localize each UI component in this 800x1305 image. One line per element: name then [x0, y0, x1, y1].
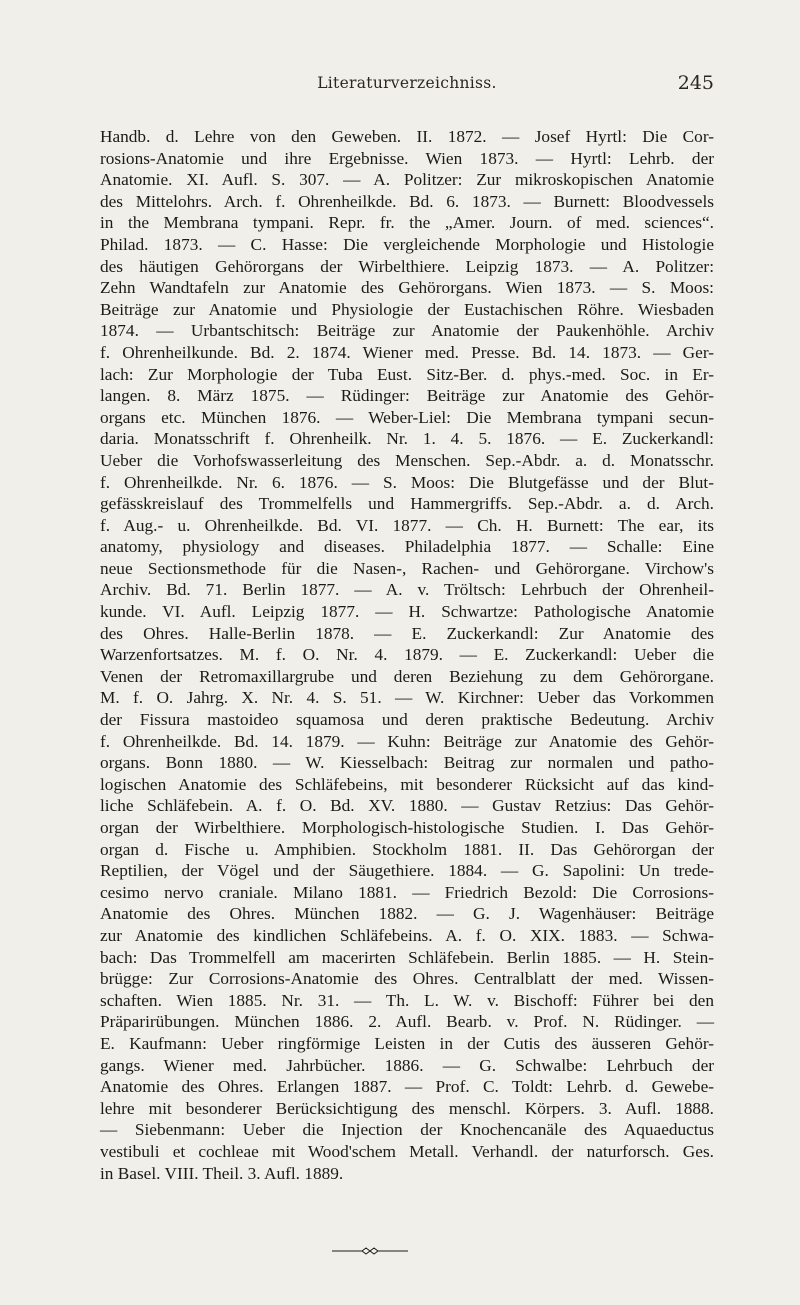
text-line: f. Ohrenheilkde. Nr. 6. 1876. — S. Moos: Die Blutgefässe und der Blut- [100, 472, 714, 492]
text-line: Warzenfortsatzes. M. f. O. Nr. 4. 1879. — E. Zuckerkandl: Ueber die [100, 645, 714, 665]
running-title: Literaturverzeichniss. [317, 74, 497, 92]
page-header [100, 74, 714, 102]
text-line: f. Ohrenheilkunde. Bd. 2. 1874. Wiener med. Presse. Bd. 14. 1873. — Ger- [100, 342, 714, 362]
text-line: zur Anatomie des kindlichen Schläfebeins. A. f. O. XIX. 1883. — Schwa- [100, 925, 714, 945]
text-line: f. Ohrenheilkde. Bd. 14. 1879. — Kuhn: Beiträge zur Anatomie des Gehör- [100, 731, 714, 751]
text-line: bach: Das Trommelfell am macerirten Schläfebein. Berlin 1885. — H. Stein- [100, 947, 714, 967]
text-line: Beiträge zur Anatomie und Physiologie der Eustachischen Röhre. Wiesbaden [100, 299, 714, 319]
bibliography-text [100, 126, 714, 1184]
text-line: organs etc. München 1876. — Weber-Liel: Die Membrana tympani secun- [100, 407, 714, 427]
text-line: Zehn Wandtafeln zur Anatomie des Gehörorgans. Wien 1873. — S. Moos: [100, 278, 714, 298]
text-line: neue Sectionsmethode für die Nasen-, Rachen- und Gehörorgane. Virchow's [100, 558, 714, 578]
text-line: — Siebenmann: Ueber die Injection der Knochencanäle des Aquaeductus [100, 1120, 714, 1140]
text-line: Venen der Retromaxillargrube und deren Beziehung zu dem Gehörorgane. [100, 666, 714, 686]
text-line: Anatomie des Ohres. München 1882. — G. J. Wagenhäuser: Beiträge [100, 904, 714, 924]
text-line: gefässkreislauf des Trommelfells und Hammergriffs. Sep.-Abdr. a. d. Arch. [100, 494, 714, 514]
text-line: schaften. Wien 1885. Nr. 31. — Th. L. W. v. Bischoff: Führer bei den [100, 990, 714, 1010]
text-line: des Ohres. Halle-Berlin 1878. — E. Zuckerkandl: Zur Anatomie des [100, 623, 714, 643]
text-line: in Basel. VIII. Theil. 3. Aufl. 1889. [100, 1163, 344, 1183]
text-line: der Fissura mastoideo squamosa und deren praktische Bedeutung. Archiv [100, 710, 714, 730]
text-line: lehre mit besonderer Berücksichtigung des menschl. Körpers. 3. Aufl. 1888. [100, 1098, 714, 1118]
text-line: daria. Monatsschrift f. Ohrenheilk. Nr. 1. 4. 5. 1876. — E. Zuckerkandl: [100, 429, 714, 449]
text-line: Reptilien, der Vögel und der Säugethiere. 1884. — G. Sapolini: Un trede- [100, 861, 714, 881]
text-line: vestibuli et cochleae mit Wood'schem Metall. Verhandl. der naturforsch. Ges. [100, 1141, 714, 1161]
text-line: Anatomie. XI. Aufl. S. 307. — A. Politzer: Zur mikroskopischen Anatomie [100, 170, 714, 190]
text-line: gangs. Wiener med. Jahrbücher. 1886. — G. Schwalbe: Lehrbuch der [100, 1055, 714, 1075]
text-line: E. Kaufmann: Ueber ringförmige Leisten in der Cutis des äusseren Gehör- [100, 1033, 714, 1053]
text-line: f. Aug.- u. Ohrenheilkde. Bd. VI. 1877. — Ch. H. Burnett: The ear, its [100, 515, 714, 535]
text-line: lach: Zur Morphologie der Tuba Eust. Sitz-Ber. d. phys.-med. Soc. in Er- [100, 364, 714, 384]
text-line: organ d. Fische u. Amphibien. Stockholm 1881. II. Das Gehörorgan der [100, 839, 714, 859]
text-line: organ der Wirbelthiere. Morphologisch-histologische Studien. I. Das Gehör- [100, 818, 714, 837]
text-line: in the Membrana tympani. Repr. fr. the „Amer. Journ. of med. sciences“. [100, 213, 714, 233]
text-line: Ueber die Vorhofswasserleitung des Menschen. Sep.-Abdr. a. d. Monatsschr. [100, 450, 714, 470]
text-line: logischen Anatomie des Schläfebeins, mit besonderer Rücksicht auf das kind- [100, 774, 714, 794]
text-line: brügge: Zur Corrosions-Anatomie des Ohres. Centralblatt der med. Wissen- [100, 969, 714, 989]
text-line: 1874. — Urbantschitsch: Beiträge zur Anatomie der Paukenhöhle. Archiv [100, 321, 714, 341]
text-line: Anatomie des Ohres. Erlangen 1887. — Prof. C. Toldt: Lehrb. d. Gewebe- [100, 1077, 714, 1097]
text-line: langen. 8. März 1875. — Rüdinger: Beiträge zur Anatomie des Gehör- [100, 386, 714, 406]
text-line: Philad. 1873. — C. Hasse: Die vergleichende Morphologie und Histologie [100, 234, 714, 254]
text-line: M. f. O. Jahrg. X. Nr. 4. S. 51. — W. Kirchner: Ueber das Vorkommen [100, 688, 714, 708]
text-line: des häutigen Gehörorgans der Wirbelthiere. Leipzig 1873. — A. Politzer: [100, 256, 714, 276]
text-line: Handb. d. Lehre von den Geweben. II. 1872. — Josef Hyrtl: Die Cor- [100, 127, 714, 146]
text-line: anatomy, physiology and diseases. Philadelphia 1877. — Schalle: Eine [100, 537, 714, 557]
text-line: des Mittelohrs. Arch. f. Ohrenheilkde. Bd. 6. 1873. — Burnett: Bloodvessels [100, 191, 714, 211]
page-number: 245 [677, 72, 714, 94]
text-line: organs. Bonn 1880. — W. Kiesselbach: Beitrag zur normalen und patho- [100, 753, 714, 773]
text-line: liche Schläfebein. A. f. O. Bd. XV. 1880. — Gustav Retzius: Das Gehör- [100, 796, 714, 816]
text-line: Archiv. Bd. 71. Berlin 1877. — A. v. Tröltsch: Lehrbuch der Ohrenheil- [100, 580, 714, 600]
text-line: cesimo nervo craniale. Milano 1881. — Friedrich Bezold: Die Corrosions- [100, 882, 714, 902]
text-line: Präparirübungen. München 1886. 2. Aufl. Bearb. v. Prof. N. Rüdinger. — [100, 1012, 714, 1032]
end-flourish-ornament-icon [330, 1246, 410, 1256]
text-line: kunde. VI. Aufl. Leipzig 1877. — H. Schwartze: Pathologische Anatomie [100, 602, 714, 622]
text-line: rosions-Anatomie und ihre Ergebnisse. Wien 1873. — Hyrtl: Lehrb. der [100, 148, 714, 168]
